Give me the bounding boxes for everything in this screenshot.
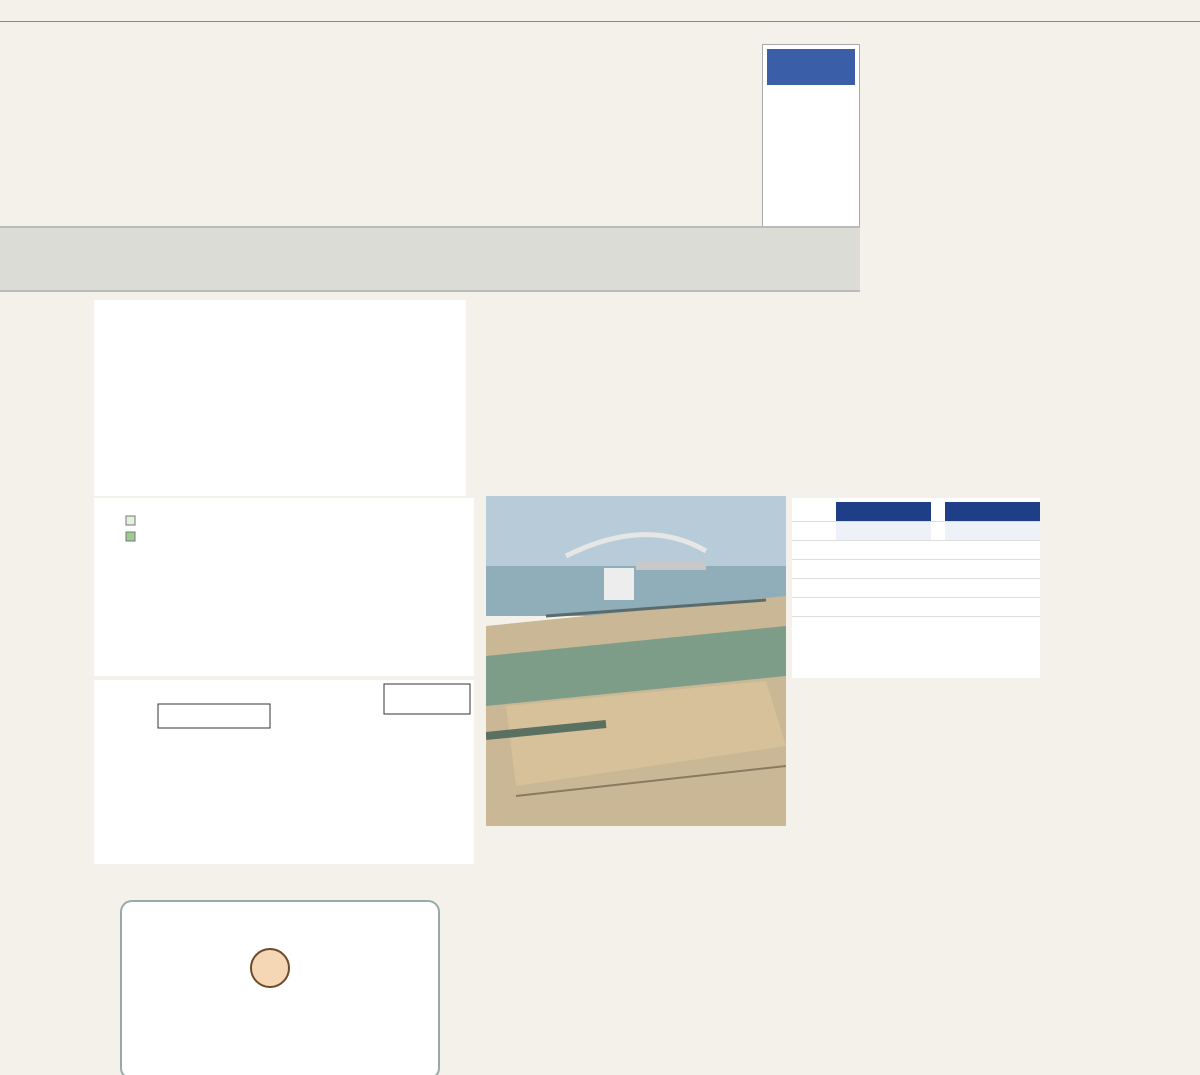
masthead: [0, 0, 1200, 22]
chart-usfj-svg: [94, 680, 474, 864]
table-header-2013: [836, 502, 931, 521]
chart-loan-svg: [94, 498, 474, 676]
chart-loan: [94, 498, 474, 676]
nandake-answer: [298, 908, 332, 1075]
article-fms-intro: [610, 36, 760, 224]
annot-omoiyari-box: [384, 684, 470, 714]
article-henoko: [670, 870, 896, 1070]
table-header-2020: [945, 502, 1040, 521]
legend-swatch-new: [126, 516, 135, 525]
table-col-ratio-2020: [993, 521, 1041, 540]
table-row: [792, 597, 1040, 616]
table-row: [792, 578, 1040, 597]
article-budget: [470, 296, 686, 490]
article-loan: [690, 296, 854, 490]
article-imports: [860, 296, 1070, 490]
girl-avatar-icon: [250, 948, 290, 988]
article-repayment: [792, 684, 1068, 860]
article-tomahawk: [1100, 870, 1190, 1070]
annot-henoko-box: [158, 704, 270, 728]
article-intro: [870, 40, 1070, 220]
article-f35b: [18, 710, 94, 880]
table-col-amount-2013: [836, 521, 884, 540]
chart-fms-svg: [94, 300, 466, 496]
table-col-ratio-2013: [884, 521, 932, 540]
chart-fms: [94, 300, 466, 496]
photo-henoko: [486, 496, 786, 826]
nandake-box: [120, 900, 440, 1075]
import-table: [792, 498, 1040, 678]
table-row: [792, 540, 1040, 559]
kicker-tag: [767, 49, 855, 85]
chart-usfj: [94, 680, 474, 864]
nandake-question: [332, 908, 372, 1075]
table-row: [792, 559, 1040, 578]
article-fms-b: [96, 40, 296, 224]
sub-banner: [0, 226, 860, 292]
import-table-grid: [792, 502, 1040, 617]
article-fms-a: [300, 40, 558, 224]
article-omoiyari: [900, 870, 1076, 1070]
article-conclusion: [446, 870, 666, 1070]
legend-swatch-existing: [126, 532, 135, 541]
table-col-amount-2020: [945, 521, 993, 540]
table-header-arrow: [931, 502, 945, 521]
